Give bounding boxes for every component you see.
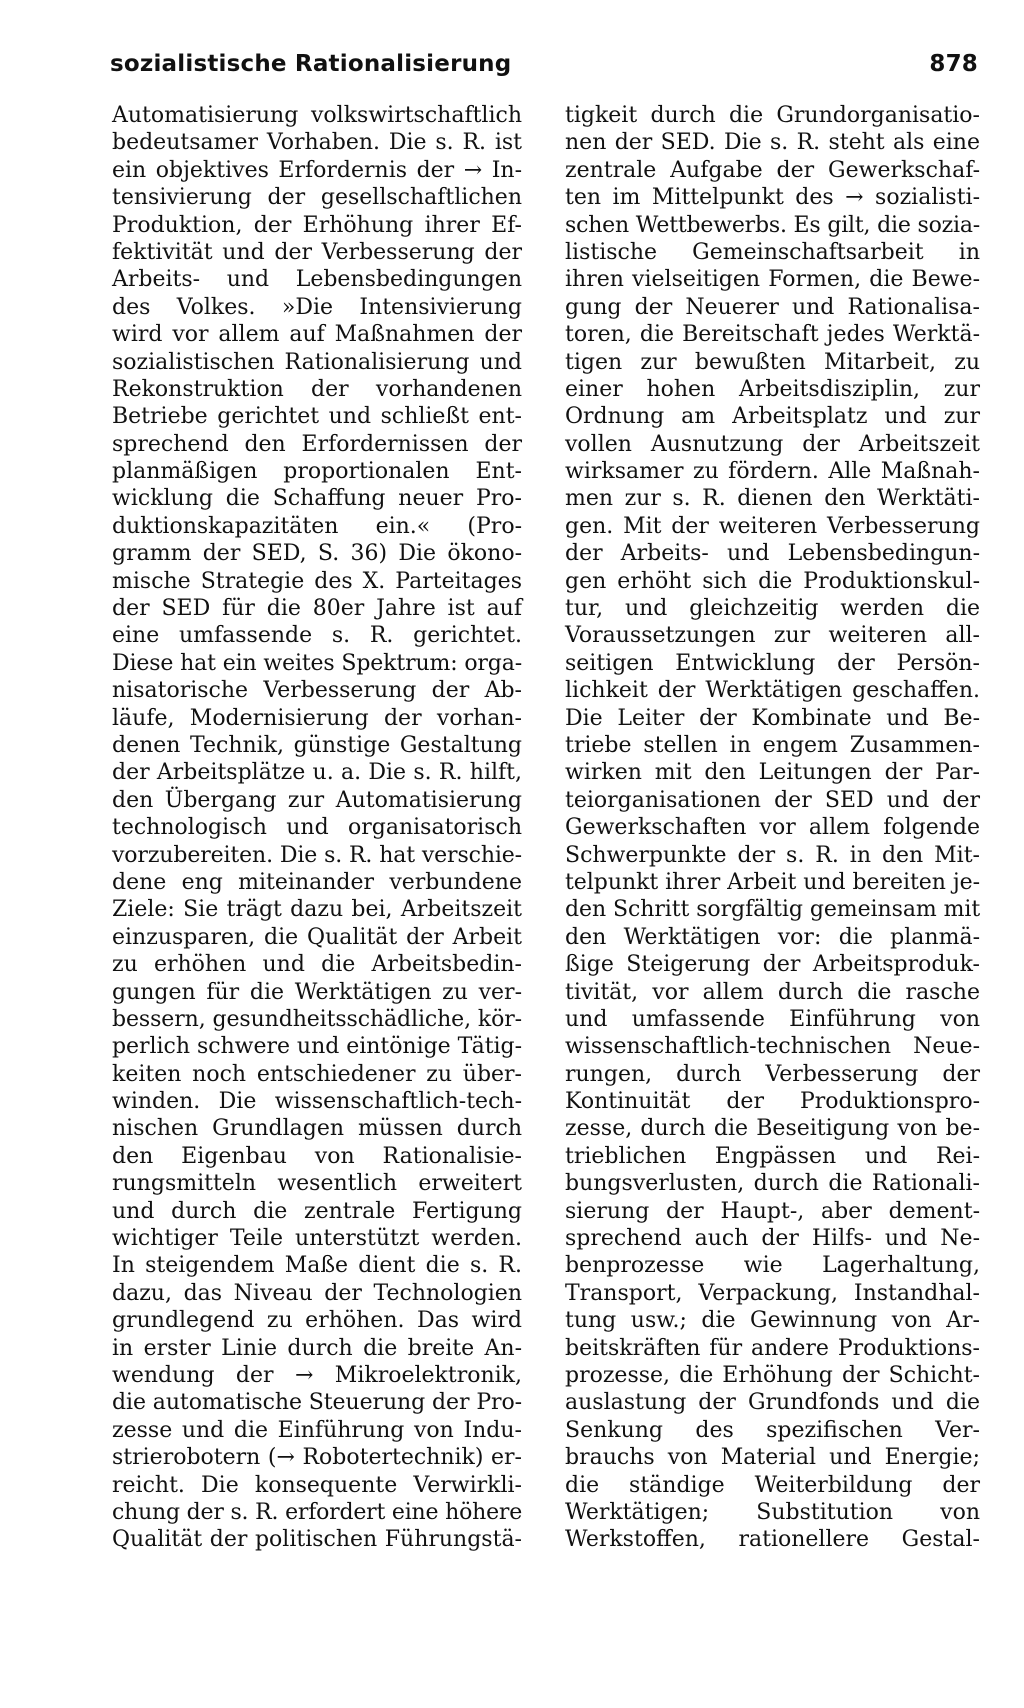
text-line: benprozesse wie Lagerhaltung, (565, 1253, 980, 1279)
text-line: Die Leiter der Kombinate und Be- (565, 705, 980, 731)
text-line: zentrale Aufgabe der Gewerkschaf- (565, 157, 980, 183)
text-line: einzusparen, die Qualität der Arbeit (112, 924, 522, 950)
text-line: teiorganisationen der SED und der (565, 787, 980, 813)
text-line: nischen Grundlagen müssen durch (112, 1116, 522, 1142)
text-line: gen erhöht sich die Produktionskul- (565, 568, 980, 594)
text-line: bungsverlusten, durch die Rationali- (565, 1171, 980, 1197)
text-line: dene eng miteinander verbundene (112, 869, 522, 895)
text-line: wicklung die Schaffung neuer Pro- (112, 486, 522, 512)
text-line: In steigendem Maße dient die s. R. (112, 1253, 522, 1279)
text-line: Schwerpunkte der s. R. in den Mit- (565, 842, 980, 868)
text-line: wirksamer zu fördern. Alle Maßnah- (565, 459, 980, 485)
text-line: auslastung der Grundfonds und die (565, 1390, 980, 1416)
text-line: rungsmitteln wesentlich erweitert (112, 1171, 522, 1197)
text-line: denen Technik, günstige Gestaltung (112, 732, 522, 758)
text-line: keiten noch entschiedener zu über- (112, 1061, 522, 1087)
text-line: ein objektives Erfordernis der → In- (112, 157, 522, 183)
text-line: Werkstoffen, rationellere Gestal- (565, 1527, 980, 1553)
text-line: wissenschaftlich-technischen Neue- (565, 1034, 980, 1060)
text-line: lichkeit der Werktätigen geschaffen. (565, 678, 980, 704)
text-line: den Werktätigen vor: die planmä- (565, 924, 980, 950)
text-line: nisatorische Verbesserung der Ab- (112, 678, 522, 704)
text-line: gen. Mit der weiteren Verbesserung (565, 513, 980, 539)
text-line: fektivität und der Verbesserung der (112, 239, 522, 265)
text-line: seitigen Entwicklung der Persön- (565, 650, 980, 676)
text-line: zesse, durch die Beseitigung von be- (565, 1116, 980, 1142)
text-line: reicht. Die konsequente Verwirkli- (112, 1472, 522, 1498)
text-line: telpunkt ihrer Arbeit und bereiten je- (565, 869, 980, 895)
text-line: und durch die zentrale Fertigung (112, 1198, 522, 1224)
text-line: Voraussetzungen zur weiteren all- (565, 623, 980, 649)
text-line: ten im Mittelpunkt des → sozialisti- (565, 185, 980, 211)
text-line: tigkeit durch die Grundorganisatio- (565, 103, 980, 128)
text-line: Betriebe gerichtet und schließt ent- (112, 404, 522, 430)
text-line: strierobotern (→ Robotertechnik) er- (112, 1445, 522, 1471)
running-head (110, 44, 978, 84)
text-line: tivität, vor allem durch die rasche (565, 979, 980, 1005)
right-text-column (565, 102, 980, 1554)
text-line: bedeutsamer Vorhaben. Die s. R. ist (112, 130, 522, 156)
text-line: Diese hat ein weites Spektrum: orga- (112, 650, 523, 676)
text-line: tung usw.; die Gewinnung von Ar- (565, 1308, 980, 1334)
text-line: gramm der SED, S. 36) Die ökono- (112, 541, 522, 567)
left-text-column (112, 102, 522, 1554)
text-line: Werktätigen; Substitution von (565, 1499, 980, 1525)
text-line: der SED für die 80er Jahre ist auf (112, 596, 522, 622)
text-line: rungen, durch Verbesserung der (565, 1061, 980, 1087)
text-line: brauchs von Material und Energie; (565, 1445, 980, 1471)
text-line: Transport, Verpackung, Instandhal- (565, 1280, 980, 1306)
text-line: zu erhöhen und die Arbeitsbedin- (112, 952, 522, 978)
text-line: tigen zur bewußten Mitarbeit, zu (565, 349, 980, 375)
text-line: Arbeits- und Lebensbedingungen (112, 267, 522, 293)
text-line: des Volkes. »Die Intensivierung (112, 294, 522, 320)
text-line: in erster Linie durch die breite An- (112, 1335, 522, 1361)
text-line: den Eigenbau von Rationalisie- (112, 1143, 522, 1169)
text-line: den Schritt sorgfältig gemeinsam mit (565, 897, 981, 923)
text-line: dazu, das Niveau der Technologien (112, 1280, 522, 1306)
text-line: grundlegend zu erhöhen. Das wird (112, 1308, 522, 1334)
text-line: den Übergang zur Automatisierung (112, 787, 522, 813)
text-line: Ordnung am Arbeitsplatz und zur (565, 404, 980, 430)
text-line: der Arbeitsplätze u. a. Die s. R. hilft, (112, 760, 522, 786)
text-line: eine umfassende s. R. gerichtet. (112, 623, 522, 649)
text-line: tur, und gleichzeitig werden die (565, 596, 980, 622)
page-number: 878 (929, 51, 978, 77)
text-line: vorzubereiten. Die s. R. hat verschie- (112, 842, 522, 868)
text-line: ihren vielseitigen Formen, die Bewe- (565, 267, 980, 293)
text-line: Automatisierung volkswirtschaftlich (112, 103, 522, 128)
text-line: sozialistischen Rationalisierung und (112, 349, 522, 375)
text-line: läufe, Modernisierung der vorhan- (112, 705, 522, 731)
text-line: Produktion, der Erhöhung ihrer Ef- (112, 212, 522, 238)
text-line: einer hohen Arbeitsdisziplin, zur (565, 376, 980, 402)
text-line: sierung der Haupt-, aber dement- (565, 1198, 980, 1224)
text-line: prozesse, die Erhöhung der Schicht- (565, 1362, 980, 1388)
text-line: die ständige Weiterbildung der (565, 1472, 980, 1498)
text-line: wendung der → Mikroelektronik, (112, 1362, 522, 1388)
text-line: duktionskapazitäten ein.« (Pro- (112, 513, 522, 539)
text-line: men zur s. R. dienen den Werktäti- (565, 486, 980, 512)
text-line: mische Strategie des X. Parteitages (112, 568, 522, 594)
text-line: beitskräften für andere Produktions- (565, 1335, 980, 1361)
text-line: wird vor allem auf Maßnahmen der (112, 322, 522, 348)
text-line: wirken mit den Leitungen der Par- (565, 760, 980, 786)
text-line: tensivierung der gesellschaftlichen (112, 185, 522, 211)
text-line: gung der Neuerer und Rationalisa- (565, 294, 980, 320)
text-line: toren, die Bereitschaft jedes Werktä- (565, 322, 980, 348)
text-line: triebe stellen in engem Zusammen- (565, 732, 980, 758)
text-line: Ziele: Sie trägt dazu bei, Arbeitszeit (112, 897, 522, 923)
text-line: ßige Steigerung der Arbeitsproduk- (565, 952, 980, 978)
text-line: gungen für die Werktätigen zu ver- (112, 979, 522, 1005)
text-line: Kontinuität der Produktionspro- (565, 1089, 980, 1115)
text-line: Qualität der politischen Führungstä- (112, 1527, 522, 1553)
text-line: winden. Die wissenschaftlich-tech- (112, 1089, 522, 1115)
text-line: technologisch und organisatorisch (112, 815, 522, 841)
text-line: Rekonstruktion der vorhandenen (112, 376, 522, 402)
text-line: vollen Ausnutzung der Arbeitszeit (565, 431, 980, 457)
text-line: der Arbeits- und Lebensbedingun- (565, 541, 980, 567)
text-line: und umfassende Einführung von (565, 1006, 980, 1032)
text-line: planmäßigen proportionalen Ent- (112, 459, 522, 485)
text-line: perlich schwere und eintönige Tätig- (112, 1034, 522, 1060)
text-line: listische Gemeinschaftsarbeit in (565, 239, 980, 265)
text-line: zesse und die Einführung von Indu- (112, 1417, 522, 1443)
text-line: sprechend auch der Hilfs- und Ne- (565, 1226, 980, 1252)
text-line: bessern, gesundheitsschädliche, kör- (112, 1006, 523, 1032)
text-line: trieblichen Engpässen und Rei- (565, 1143, 980, 1169)
text-line: die automatische Steuerung der Pro- (112, 1390, 523, 1416)
text-line: wichtiger Teile unterstützt werden. (112, 1226, 522, 1252)
text-line: schen Wettbewerbs. Es gilt, die sozia- (565, 212, 980, 238)
text-line: Senkung des spezifischen Ver- (565, 1417, 980, 1443)
text-line: Gewerkschaften vor allem folgende (565, 815, 980, 841)
text-line: sprechend den Erfordernissen der (112, 431, 522, 457)
page-title: sozialistische Rationalisierung (110, 51, 512, 77)
text-line: chung der s. R. erfordert eine höhere (112, 1499, 522, 1525)
text-line: nen der SED. Die s. R. steht als eine (565, 130, 980, 156)
